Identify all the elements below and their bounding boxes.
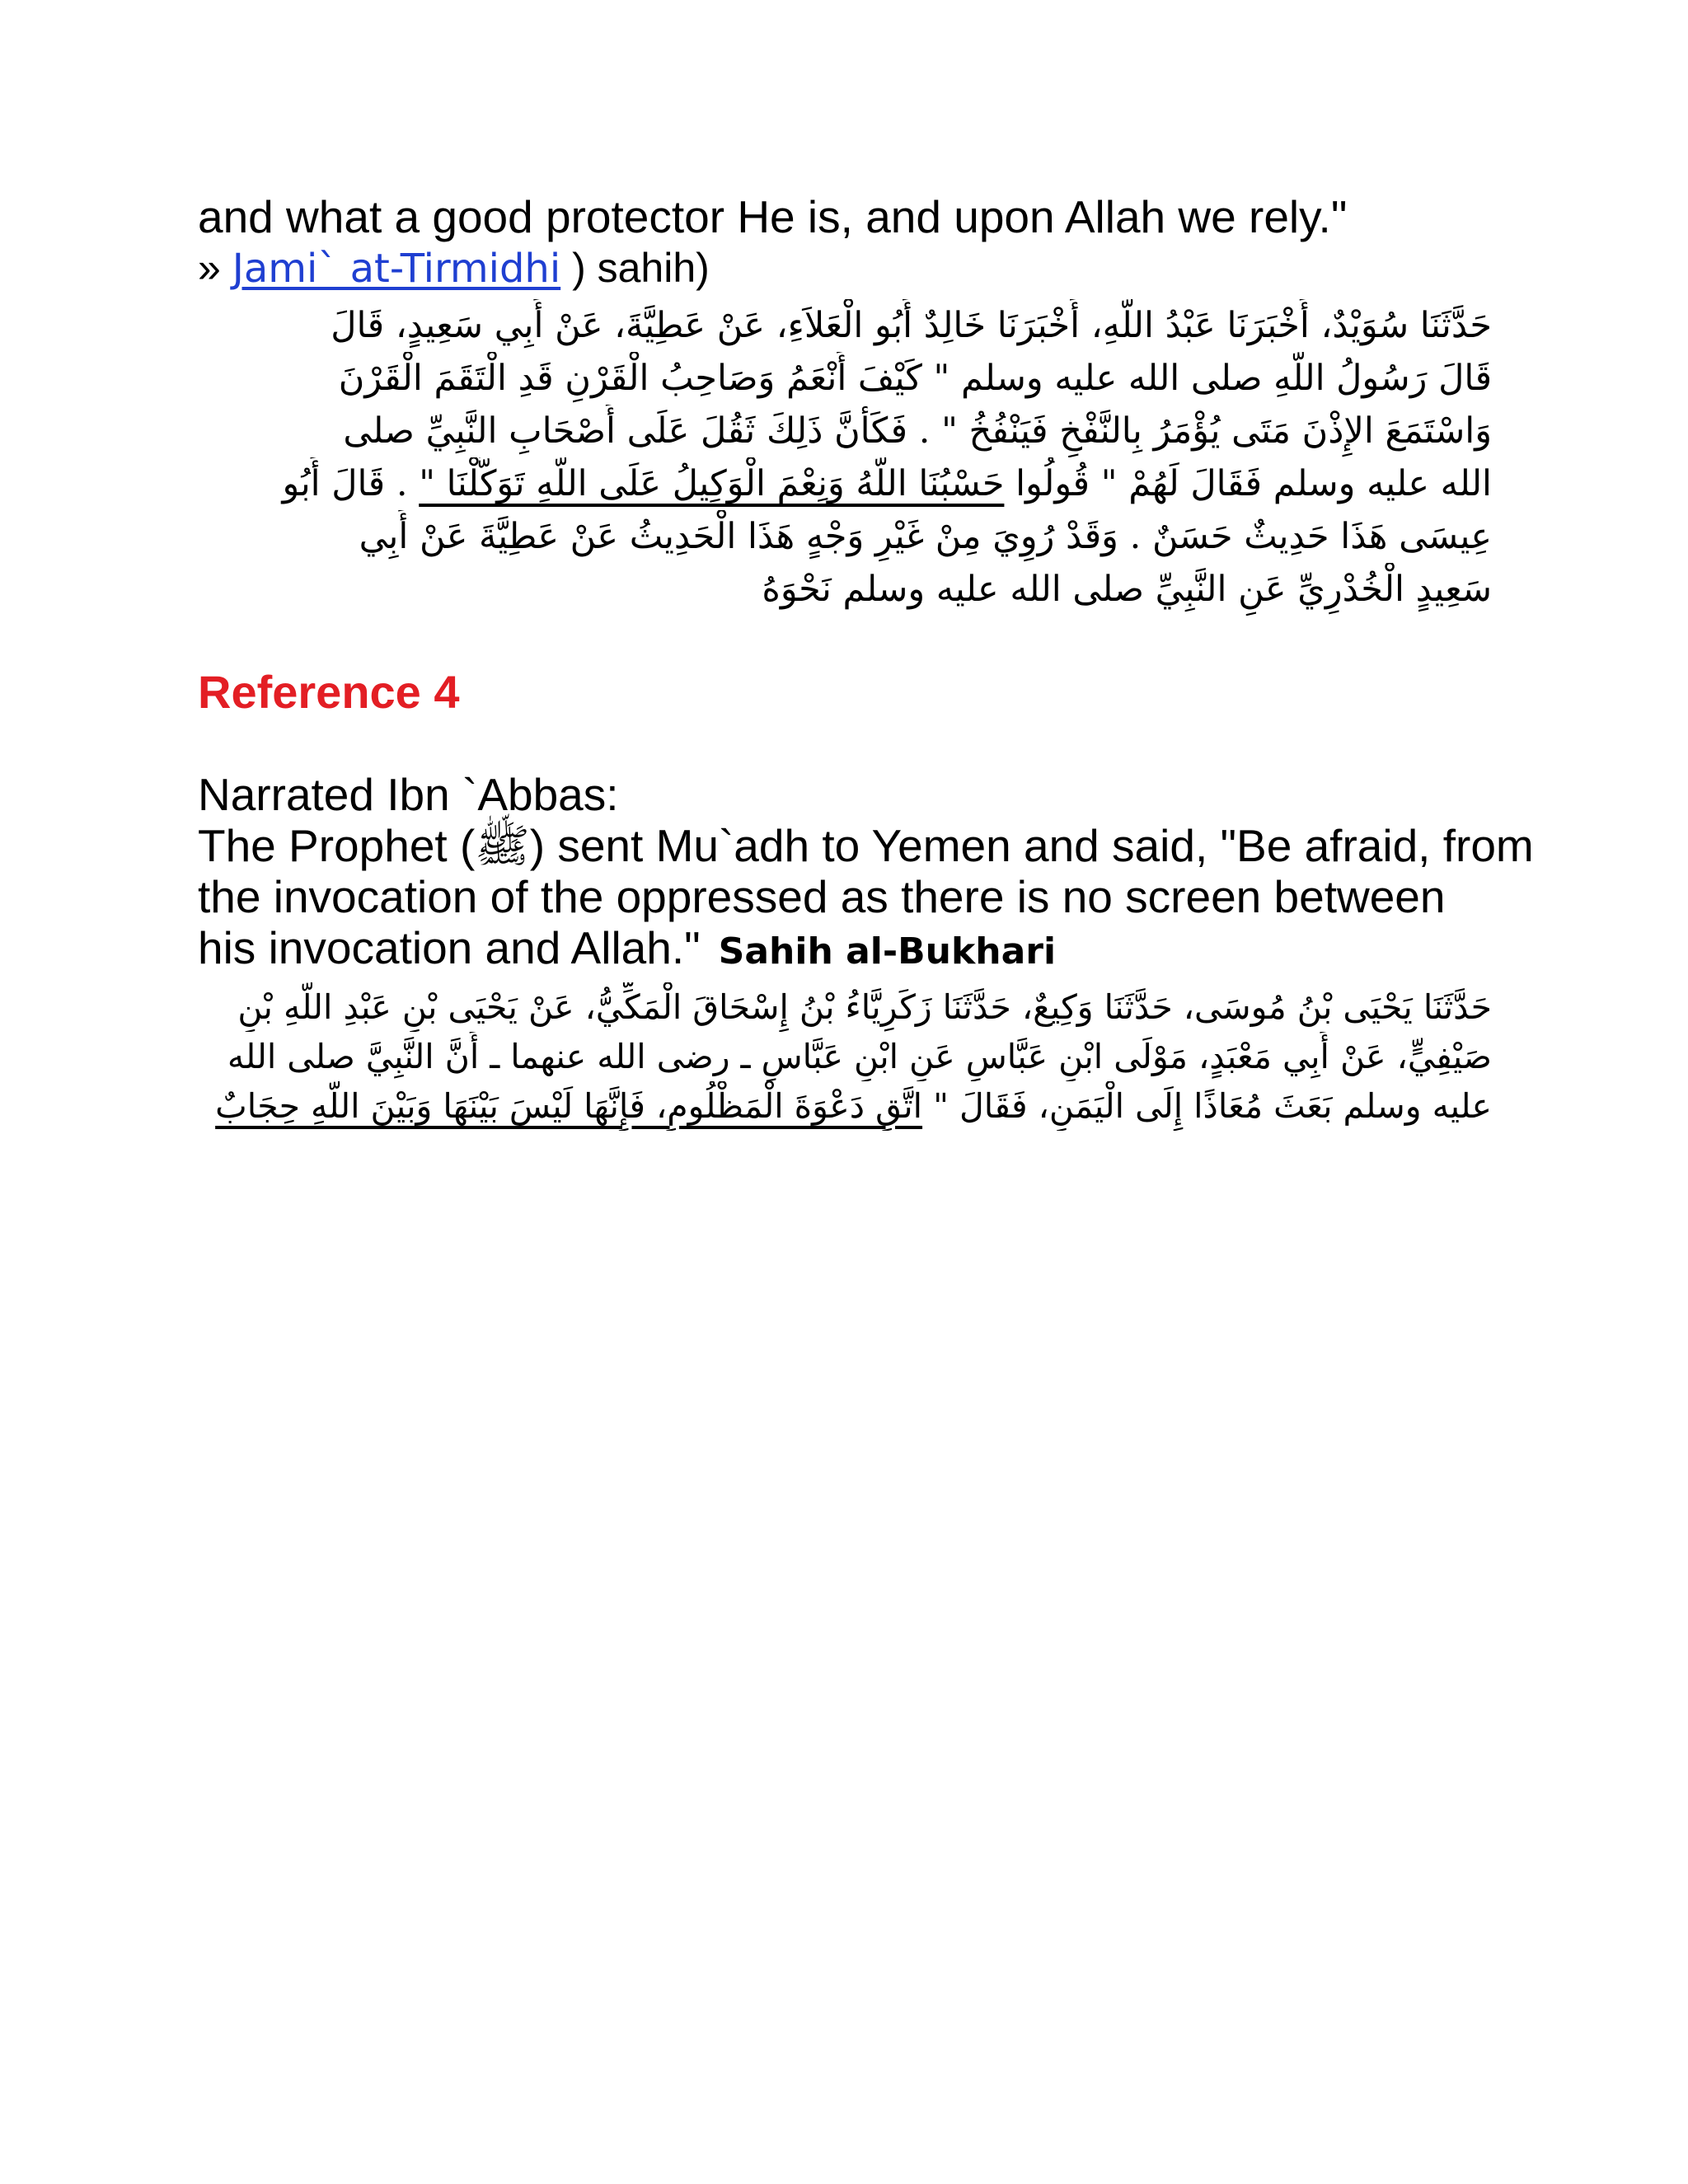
reference-heading: Reference 4 bbox=[198, 666, 460, 718]
arabic-underlined-segment: حَسْبُنَا اللَّهُ وَنِعْمَ الْوَكِيلُ عَلَى اللَّهِ تَوَكَّلْنَا " bbox=[419, 463, 1005, 504]
arabic-line: حَدَّثَنَا سُوَيْدٌ، أَخْبَرَنَا عَبْدُ اللَّهِ، أَخْبَرَنَا خَالِدٌ أَبُو الْعَلاَءِ، عَنْ عَطِيَّةَ، عَنْ أَبِي سَعِيدٍ، قَالَ bbox=[331, 305, 1492, 346]
document-page bbox=[198, 191, 1534, 1131]
spacer bbox=[198, 719, 1492, 769]
arabic-hadith-text bbox=[198, 982, 1492, 1131]
arabic-line: حَدَّثَنَا يَحْيَى بْنُ مُوسَى، حَدَّثَنَا وَكِيعٌ، حَدَّثَنَا زَكَرِيَّاءُ بْنُ إِسْحَاقَ الْمَكِّيُّ، عَنْ يَحْيَى بْنِ عَبْدِ اللَّهِ بْنِ bbox=[237, 987, 1492, 1027]
narrator-line: Narrated Ibn `Abbas: bbox=[198, 769, 619, 820]
english-text-line: and what a good protector He is, and upon Allah we rely." bbox=[198, 191, 1348, 242]
tirmidhi-link[interactable]: Jami` at-Tirmidhi bbox=[232, 246, 561, 292]
source-label: Sahih al-Bukhari bbox=[718, 930, 1057, 972]
english-text-line: the invocation of the oppressed as there is no screen between bbox=[198, 871, 1446, 922]
arabic-line: وَاسْتَمَعَ الإِذْنَ مَتَى يُؤْمَرُ بِالنَّفْخِ فَيَنْفُخُ " . فَكَأَنَّ ذَلِكَ ثَقُلَ عَلَى أَصْحَابِ النَّبِيِّ صلى bbox=[343, 410, 1492, 452]
arabic-line: قَالَ رَسُولُ اللَّهِ صلى الله عليه وسلم " كَيْفَ أَنْعَمُ وَصَاحِبُ الْقَرْنِ قَدِ الْتَقَمَ الْقَرْنَ bbox=[338, 358, 1492, 399]
arabic-hadith-text bbox=[198, 299, 1492, 616]
arabic-line bbox=[198, 1081, 1492, 1131]
source-prefix: » bbox=[198, 245, 232, 291]
english-text-line bbox=[198, 922, 1492, 977]
arabic-line: عِيسَى هَذَا حَدِيثٌ حَسَنٌ . وَقَدْ رُوِيَ مِنْ غَيْرِ وَجْهٍ هَذَا الْحَدِيثُ عَنْ عَطِيَّةَ عَنْ أَبِي bbox=[359, 516, 1492, 557]
english-text-line: The Prophet (ﷺ) sent Mu`adh to Yemen and said, "Be afraid, from bbox=[198, 820, 1534, 871]
english-text-segment: his invocation and Allah." bbox=[198, 922, 701, 973]
reference-4-section bbox=[198, 665, 1534, 1131]
arabic-segment: الله عليه وسلم فَقَالَ لَهُمْ " قُولُوا bbox=[1004, 463, 1492, 504]
source-line bbox=[198, 242, 1492, 294]
arabic-segment: عليه وسلم بَعَثَ مُعَاذًا إِلَى الْيَمَنِ، فَقَالَ " bbox=[922, 1086, 1492, 1126]
source-suffix: ) sahih) bbox=[560, 245, 710, 291]
arabic-segment: . قَالَ أَبُو bbox=[282, 463, 420, 504]
arabic-underlined-segment: اتَّقِ دَعْوَةَ الْمَظْلُومِ، فَإِنَّهَا لَيْسَ بَيْنَهَا وَبَيْنَ اللَّهِ حِجَابٌ bbox=[215, 1086, 923, 1126]
arabic-line: سَعِيدٍ الْخُدْرِيِّ عَنِ النَّبِيِّ صلى الله عليه وسلم نَحْوَهُ bbox=[762, 569, 1492, 610]
arabic-line bbox=[198, 457, 1492, 510]
reference-3-section bbox=[198, 191, 1492, 616]
arabic-line: صَيْفِيٍّ، عَنْ أَبِي مَعْبَدٍ، مَوْلَى ابْنِ عَبَّاسٍ عَنِ ابْنِ عَبَّاسٍ ـ رضى الله عنهما ـ أَنَّ النَّبِيَّ صلى الله bbox=[227, 1037, 1492, 1076]
